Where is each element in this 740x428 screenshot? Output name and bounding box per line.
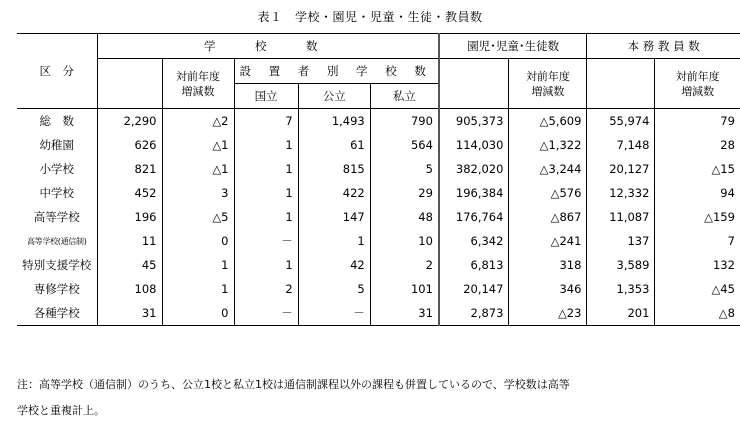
- cell-teacher-change: △8: [655, 301, 740, 326]
- cell-school-change: △2: [162, 109, 234, 134]
- header-jido: 園児･児童･生徒数: [439, 34, 587, 59]
- header-blank-schools: [97, 59, 162, 109]
- cell-national: 7: [234, 109, 298, 134]
- header-gakkosu: 学 校 数: [97, 34, 439, 59]
- cell-national: 2: [234, 277, 298, 301]
- cell-private: 29: [370, 181, 439, 205]
- footnote-line-2: 学校と重複計上。: [17, 404, 105, 417]
- header-blank-students: [439, 59, 509, 109]
- cell-teacher-change: 79: [655, 109, 740, 134]
- cell-teacher-change: 7: [655, 229, 740, 253]
- table-row: [17, 181, 740, 205]
- header-kyoin: 本 務 教 員 数: [587, 34, 740, 59]
- cell-schools: 452: [134, 186, 157, 200]
- row-label: 幼稚園: [17, 133, 97, 157]
- table-row: [17, 205, 740, 229]
- cell-private: 101: [370, 277, 439, 301]
- cell-public: 1,493: [298, 109, 370, 134]
- cell-public: 5: [298, 277, 370, 301]
- cell-private: 790: [370, 109, 439, 134]
- cell-student-change: △576: [509, 181, 587, 205]
- cell-teachers: 3,589: [587, 253, 655, 277]
- table-row: [17, 277, 740, 301]
- cell-teacher-change: △45: [655, 277, 740, 301]
- header-setchisha: 設 置 者 別 学 校 数: [234, 59, 439, 84]
- cell-teacher-change: 132: [655, 253, 740, 277]
- cell-students: 905,373: [439, 109, 509, 134]
- cell-schools: 2,290: [123, 114, 157, 128]
- cell-teachers: 55,974: [587, 109, 655, 134]
- cell-public: 815: [298, 157, 370, 181]
- cell-student-change: 346: [509, 277, 587, 301]
- cell-teacher-change: △15: [655, 157, 740, 181]
- cell-teachers: 201: [587, 301, 655, 326]
- cell-schools: 626: [134, 138, 157, 152]
- cell-students: 196,384: [439, 181, 509, 205]
- header-kokuritsu: 国立: [234, 84, 298, 109]
- cell-teacher-change: 94: [655, 181, 740, 205]
- table-row: [17, 109, 740, 134]
- cell-student-change: △5,609: [509, 109, 587, 134]
- cell-school-change: 1: [162, 277, 234, 301]
- cell-school-change: 3: [162, 181, 234, 205]
- cell-student-change: △23: [509, 301, 587, 326]
- row-label: 各種学校: [17, 301, 97, 326]
- cell-national: 1: [234, 205, 298, 229]
- cell-school-change: △5: [162, 205, 234, 229]
- cell-school-change: △1: [162, 133, 234, 157]
- cell-private: 564: [370, 133, 439, 157]
- header-shiritsu: 私立: [370, 84, 439, 109]
- cell-teachers: 11,087: [587, 205, 655, 229]
- cell-public: 422: [298, 181, 370, 205]
- cell-public: 1: [298, 229, 370, 253]
- cell-school-change: 1: [162, 253, 234, 277]
- table-title: 表１ 学校・園児・児童・生徒・教員数: [257, 10, 483, 24]
- table-row: [17, 229, 740, 253]
- table-row: [17, 157, 740, 181]
- cell-student-change: △1,322: [509, 133, 587, 157]
- header-koritsu: 公立: [298, 84, 370, 109]
- cell-students: 176,764: [439, 205, 509, 229]
- header-taizen-schools: 対前年度 増減数: [162, 59, 234, 109]
- row-label: 高等学校: [17, 205, 97, 229]
- cell-students: 6,342: [439, 229, 509, 253]
- cell-national: －: [234, 301, 298, 326]
- cell-students: 20,147: [439, 277, 509, 301]
- cell-school-change: △1: [162, 157, 234, 181]
- cell-student-change: △241: [509, 229, 587, 253]
- row-label: 総 数: [17, 109, 97, 134]
- cell-private: 31: [370, 301, 439, 326]
- cell-students: 2,873: [439, 301, 509, 326]
- cell-national: 1: [234, 181, 298, 205]
- cell-public: 147: [298, 205, 370, 229]
- table-row: [17, 301, 740, 326]
- header-kubun: 区 分: [17, 34, 97, 109]
- cell-national: 1: [234, 157, 298, 181]
- cell-schools: 31: [97, 301, 162, 326]
- header-blank-teachers: [587, 59, 655, 109]
- cell-student-change: △867: [509, 205, 587, 229]
- cell-national: 1: [234, 133, 298, 157]
- cell-schools: 196: [134, 210, 157, 224]
- cell-schools: 821: [134, 162, 157, 176]
- footnote-line-1: 注：高等学校（通信制）のうち、公立1校と私立1校は通信制課程以外の課程も併置しているので、学校数は高等: [17, 378, 570, 391]
- row-label: 特別支援学校: [17, 253, 97, 277]
- header-taizen-teachers: 対前年度 増減数: [655, 59, 740, 109]
- header-taizen-students: 対前年度 増減数: [509, 59, 587, 109]
- cell-schools: 45: [141, 258, 157, 272]
- statistics-table: [17, 33, 740, 326]
- cell-students: 6,813: [439, 253, 509, 277]
- cell-public: 61: [298, 133, 370, 157]
- cell-private: 5: [370, 157, 439, 181]
- cell-public: －: [298, 301, 370, 326]
- cell-private: 48: [370, 205, 439, 229]
- cell-private: 2: [370, 253, 439, 277]
- cell-schools: 108: [134, 282, 157, 296]
- cell-school-change: 0: [162, 301, 234, 326]
- cell-teachers: 12,332: [587, 181, 655, 205]
- row-label: 中学校: [17, 181, 97, 205]
- row-label: 小学校: [17, 157, 97, 181]
- cell-teachers: 20,127: [587, 157, 655, 181]
- cell-teachers: 137: [587, 229, 655, 253]
- cell-student-change: △3,244: [509, 157, 587, 181]
- cell-teachers: 1,353: [587, 277, 655, 301]
- row-label: 専修学校: [17, 277, 97, 301]
- cell-public: 42: [298, 253, 370, 277]
- table-row: [17, 133, 740, 157]
- cell-teachers: 7,148: [587, 133, 655, 157]
- cell-private: 10: [370, 229, 439, 253]
- cell-student-change: 318: [509, 253, 587, 277]
- cell-teacher-change: △159: [655, 205, 740, 229]
- cell-teacher-change: 28: [655, 133, 740, 157]
- cell-students: 382,020: [439, 157, 509, 181]
- cell-students: 114,030: [439, 133, 509, 157]
- cell-school-change: 0: [162, 229, 234, 253]
- row-label: 高等学校(通信制): [17, 229, 97, 253]
- cell-national: 1: [234, 253, 298, 277]
- cell-schools: 11: [141, 234, 157, 248]
- cell-national: －: [234, 229, 298, 253]
- table-row: [17, 253, 740, 277]
